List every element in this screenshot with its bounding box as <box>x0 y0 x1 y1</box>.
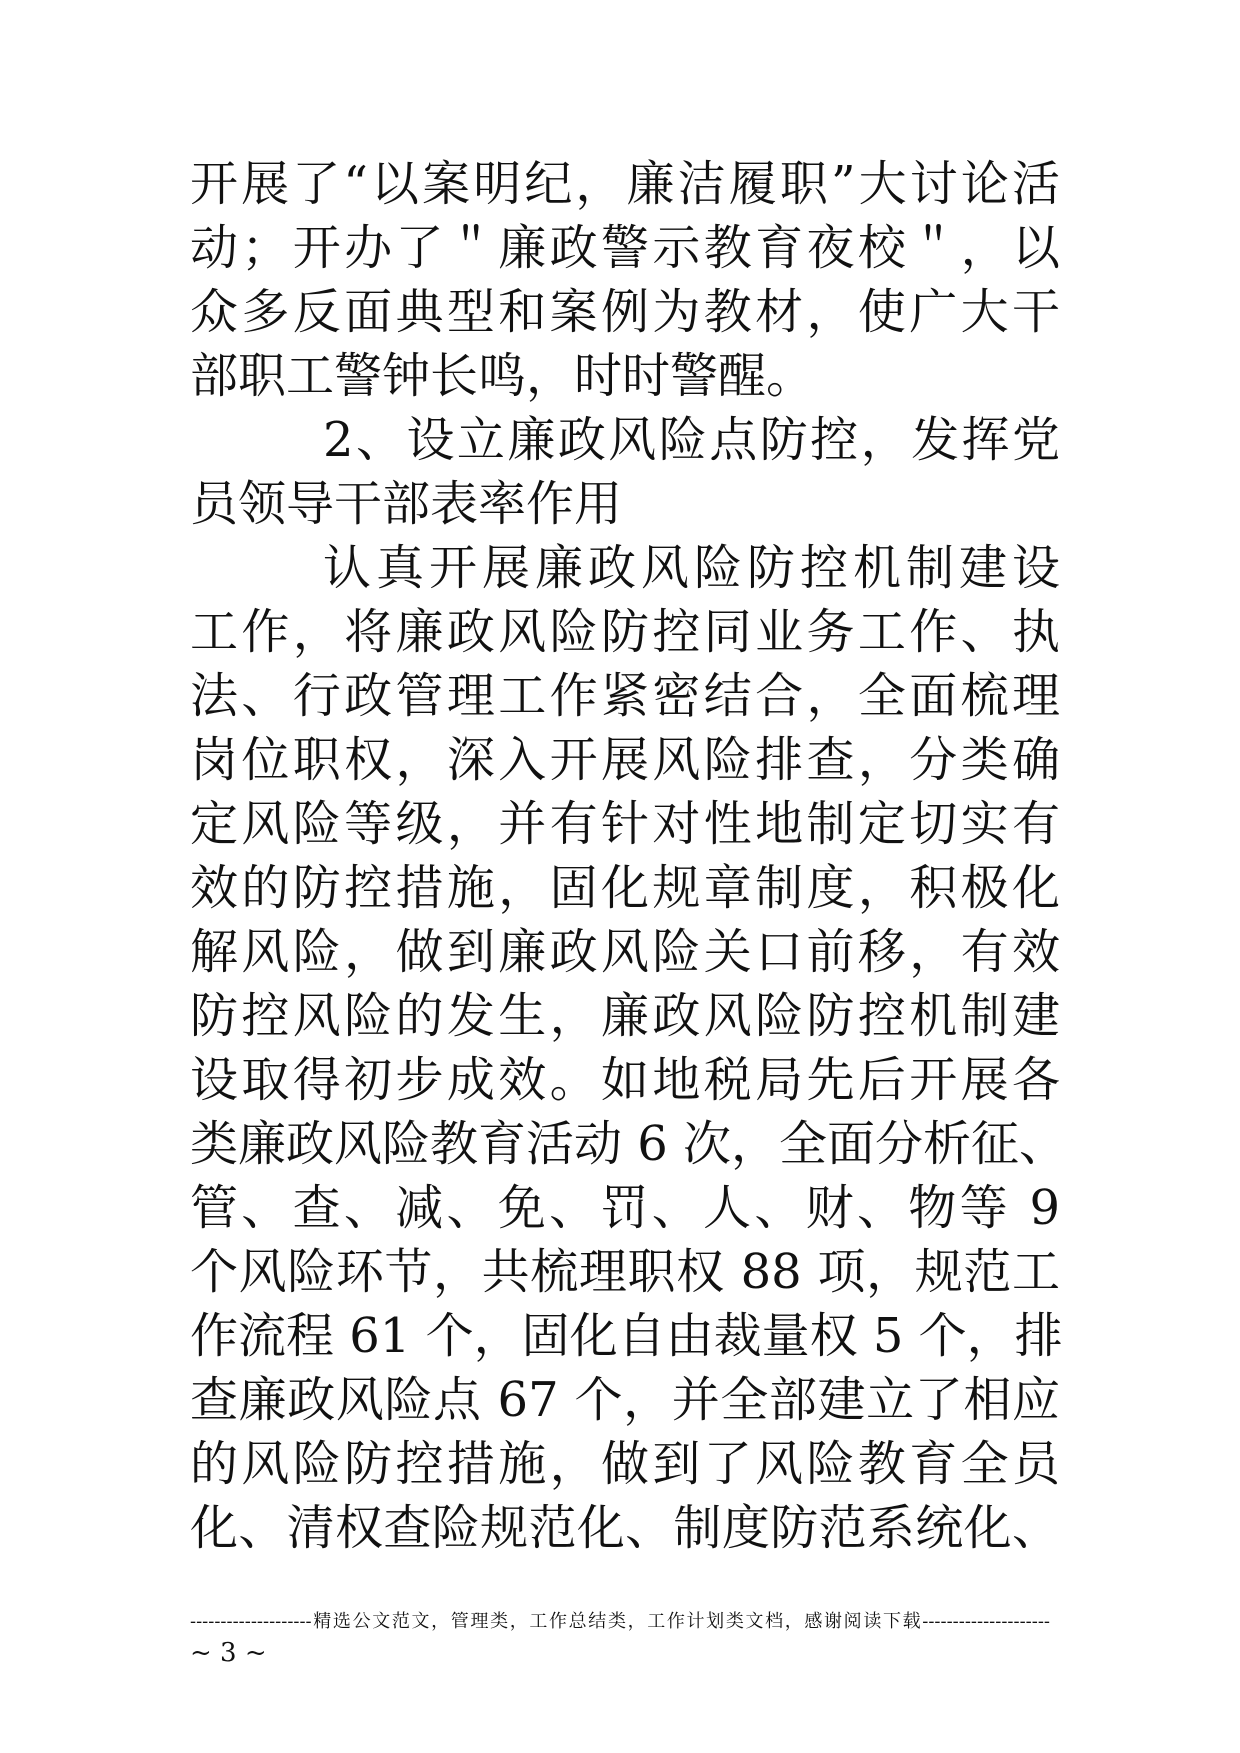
footer-banner: --------------------精选公文范文，管理类，工作总结类，工作计划类文档，感谢阅读下载--------------------- <box>190 1611 1050 1632</box>
text-line: 法、行政管理工作紧密结合，全面梳理 <box>190 668 1060 724</box>
text-line: 效的防控措施，固化规章制度，积极化 <box>190 860 1060 916</box>
page-number: ~ 3 ~ <box>190 1638 267 1668</box>
text-line: 定风险等级，并有针对性地制定切实有 <box>190 796 1060 852</box>
text-line: 开展了“以案明纪，廉洁履职”大讨论活 <box>190 156 1060 212</box>
text-line: 作流程 61 个，固化自由裁量权 5 个，排 <box>190 1308 1063 1364</box>
text-line: 类廉政风险教育活动 6 次，全面分析征、 <box>190 1116 1068 1172</box>
text-line: 查廉政风险点 67 个，并全部建立了相应 <box>190 1372 1060 1428</box>
text-line: 防控风险的发生，廉政风险防控机制建 <box>190 988 1060 1044</box>
text-line: 解风险，做到廉政风险关口前移，有效 <box>190 924 1060 980</box>
text-line: 2、设立廉政风险点防控，发挥党 <box>323 412 1060 468</box>
text-line: 众多反面典型和案例为教材，使广大干 <box>190 284 1060 340</box>
text-line: 管、查、减、免、罚、人、财、物等 9 <box>190 1180 1060 1236</box>
body-text <box>190 152 1068 1560</box>
text-line: 岗位职权，深入开展风险排查，分类确 <box>190 732 1060 788</box>
text-line: 员领导干部表率作用 <box>190 476 623 532</box>
text-line: 动；开办了＂廉政警示教育夜校＂，以 <box>190 220 1060 276</box>
text-line: 化、清权查险规范化、制度防范系统化、 <box>190 1500 1060 1556</box>
text-line: 设取得初步成效。如地税局先后开展各 <box>190 1052 1060 1108</box>
text-line: 认真开展廉政风险防控机制建设 <box>323 540 1060 596</box>
text-line: 个风险环节，共梳理职权 88 项，规范工 <box>190 1244 1060 1300</box>
text-line: 部职工警钟长鸣，时时警醒。 <box>190 348 815 404</box>
text-line: 工作，将廉政风险防控同业务工作、执 <box>190 604 1060 660</box>
text-line: 的风险防控措施，做到了风险教育全员 <box>190 1436 1060 1492</box>
